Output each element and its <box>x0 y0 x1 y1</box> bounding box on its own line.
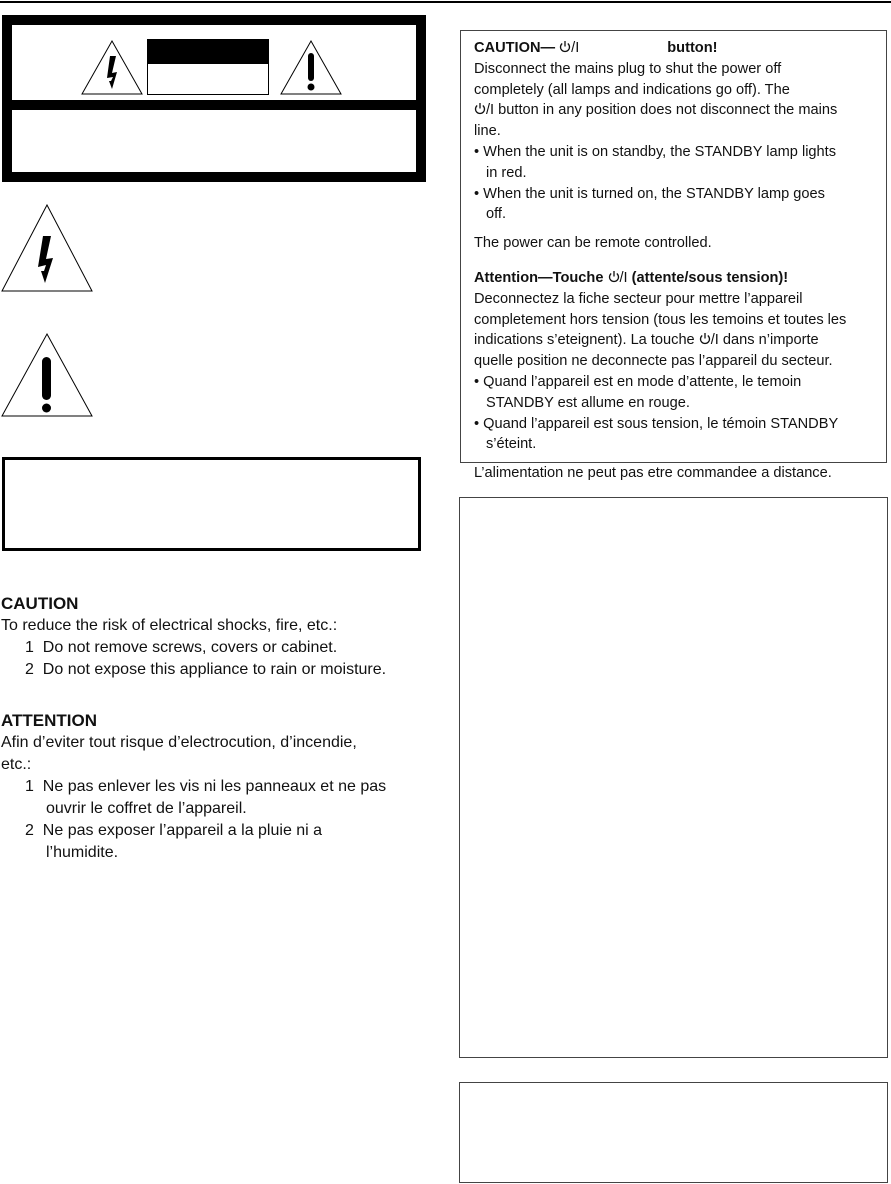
attention-title: Attention—Touche /I (attente/sous tension)! <box>474 269 789 286</box>
body-text: /I button in any position does not disconnect the mains <box>474 100 846 121</box>
body-text: line. <box>474 123 501 140</box>
body-text: completement hors tension (tous les temoins et toutes les <box>474 311 847 328</box>
item-text: Ne pas exposer l’appareil a la pluie ni a <box>42 822 323 839</box>
item-number: 1 <box>25 778 34 795</box>
body-text: Disconnect the mains plug to shut the power off <box>474 60 782 77</box>
remote-note: L’alimentation ne peut pas etre commandee a distance. <box>474 465 832 482</box>
item-number: 2 <box>25 822 34 839</box>
electric-shock-warning-icon <box>80 39 144 95</box>
bullet-item: • Quand l’appareil est en mode d’attente, le temoin <box>474 373 802 390</box>
body-text: indications s’eteignent). La touche /I dans n’importe <box>474 332 819 349</box>
exclamation-warning-icon <box>279 39 343 95</box>
box-divider <box>12 100 416 110</box>
caution-item <box>1 637 386 659</box>
body-text: Deconnectez la fiche secteur pour mettre l’appareil <box>474 290 803 307</box>
power-icon <box>559 40 571 53</box>
remote-note: The power can be remote controlled. <box>474 235 712 252</box>
body-text: completely (all lamps and indications go off). The <box>474 81 790 98</box>
attention-heading: ATTENTION <box>1 711 98 730</box>
item-number: 2 <box>25 661 34 678</box>
item-text: Do not expose this appliance to rain or moisture. <box>42 661 387 678</box>
item-text: Do not remove screws, covers or cabinet. <box>42 639 338 656</box>
empty-notice-box-bottom <box>459 1082 888 1183</box>
power-button-caution-box <box>460 30 887 482</box>
caution-heading: CAUTION <box>1 594 79 613</box>
caution-title: CAUTION— /I button! <box>474 40 718 56</box>
caution-label <box>147 39 269 95</box>
item-text: l’humidite. <box>46 844 119 861</box>
bullet-item-cont: STANDBY est allume en rouge. <box>486 394 690 411</box>
attention-intro: Afin d’eviter tout risque d’electrocution, d’incendie, <box>1 734 357 751</box>
bullet-item-cont: in red. <box>486 164 527 181</box>
attention-item <box>1 820 386 842</box>
notice-box <box>2 457 421 551</box>
exclamation-triangle-icon <box>0 332 94 418</box>
power-icon <box>699 332 711 345</box>
attention-intro: etc.: <box>1 756 32 773</box>
power-icon <box>474 102 486 115</box>
attention-section <box>1 710 386 864</box>
lightning-triangle-icon <box>0 203 94 293</box>
bullet-item: • When the unit is on standby, the STANDBY lamp lights <box>474 143 837 160</box>
body-text: quelle position ne deconnecte pas l’appareil du secteur. <box>474 353 833 370</box>
bullet-item: • Quand l’appareil est sous tension, le témoin STANDBY <box>474 415 839 432</box>
warning-label-box <box>2 15 426 182</box>
empty-notice-box <box>459 497 888 1058</box>
attention-item <box>1 776 386 798</box>
top-rule <box>0 1 891 3</box>
item-number: 1 <box>25 639 34 656</box>
caution-intro: To reduce the risk of electrical shocks, fire, etc.: <box>1 617 338 634</box>
power-icon <box>608 270 620 283</box>
caution-section <box>1 593 386 681</box>
bullet-item-cont: s’éteint. <box>486 436 537 453</box>
caution-item <box>1 659 386 681</box>
item-text: Ne pas enlever les vis ni les panneaux et ne pas <box>42 778 387 795</box>
bullet-item: • When the unit is turned on, the STANDBY lamp goes <box>474 185 825 202</box>
bullet-item-cont: off. <box>486 206 507 223</box>
item-text: ouvrir le coffret de l’appareil. <box>46 800 247 817</box>
